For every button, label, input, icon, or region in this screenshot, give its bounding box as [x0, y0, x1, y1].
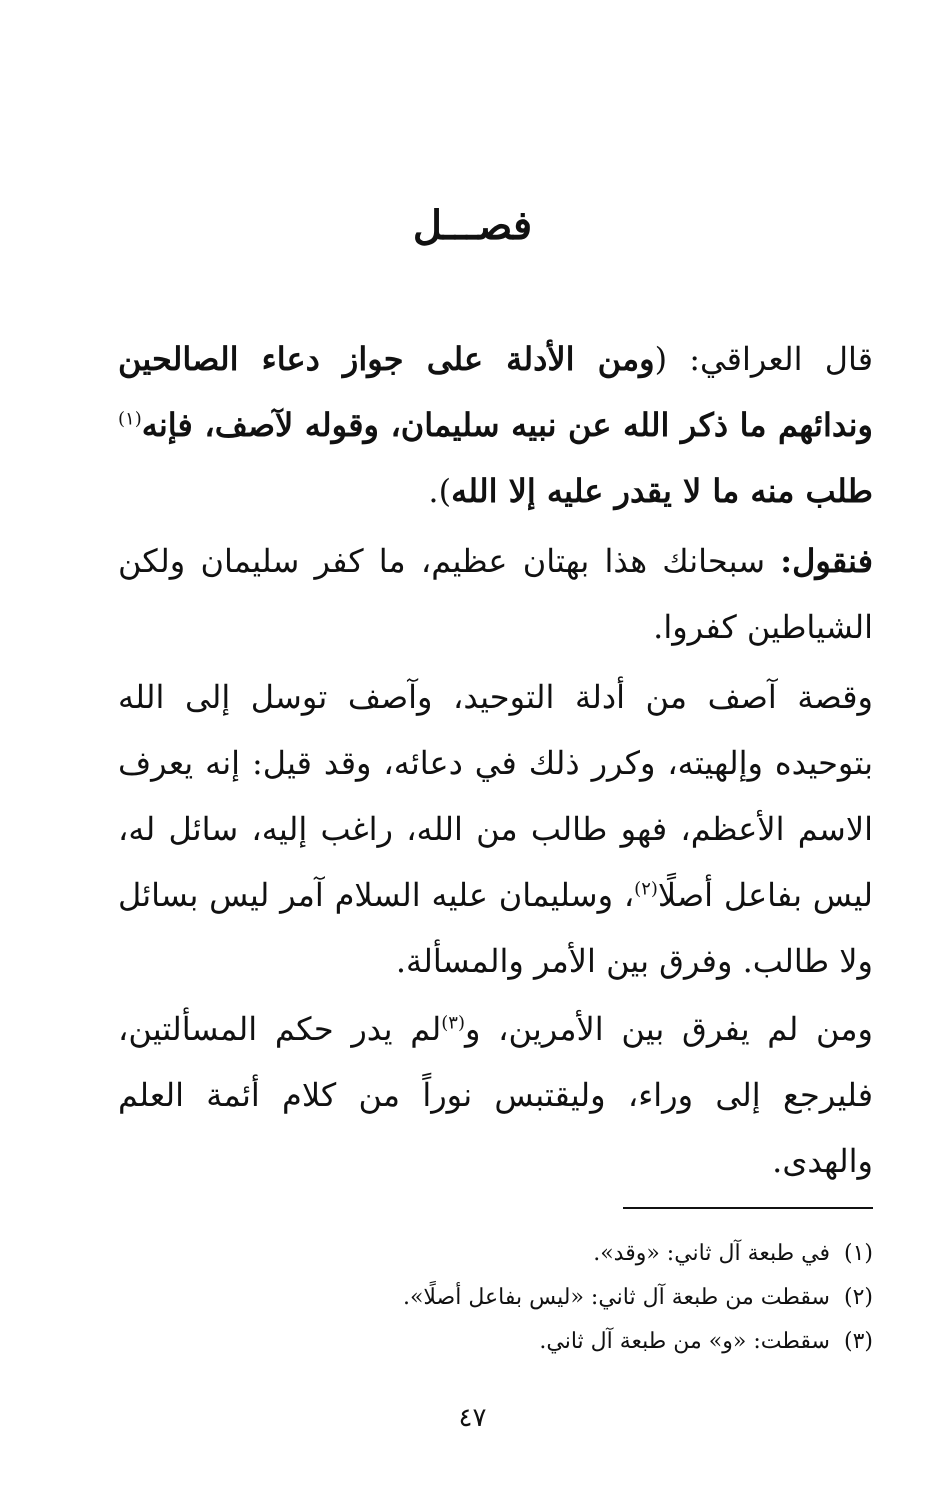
quote-bold-part-1: ومن الأدلة على جواز دعاء الصالحين وندائهم ما ذكر الله عن نبيه سليمان، وقوله لآصف، فإنه	[118, 340, 874, 444]
asaf-text-part-1: وقصة آصف من أدلة التوحيد، وآصف توسل إلى الله بتوحيده وإلهيته، وكرر ذلك في دعائه، وقد قيل: إنه يعرف الاسم الأعظم، فهو طالب من الله، راغب إليه، سائل له، ليس بفاعل أصلًا	[118, 678, 873, 914]
footnote-text: سقطت من طبعة آل ثاني: «ليس بفاعل أصلًا».	[402, 1285, 830, 1310]
footnote-ref-3[interactable]: (٣)	[441, 1012, 465, 1034]
asaf-text-part-2: ، وسليمان عليه السلام آمر ليس بسائل ولا طالب. وفرق بين الأمر والمسألة.	[118, 876, 873, 980]
quote-intro: قال العراقي: (	[654, 340, 874, 378]
conclusion-text-part-2: لم يدر حكم المسألتين، فليرجع إلى وراء، وليقتبس نوراً من كلام أئمة العلم والهدى.	[118, 1010, 873, 1180]
footnote-ref-2[interactable]: (٢)	[634, 878, 658, 900]
quote-close: ).	[428, 472, 452, 510]
footnote-ref-1[interactable]: (١)	[118, 408, 142, 430]
paragraph-asaf-story	[118, 664, 873, 994]
paragraph-conclusion	[118, 996, 873, 1194]
footnote-number: (٣)	[843, 1329, 873, 1354]
page-number: ٤٧	[458, 1403, 487, 1433]
footnotes	[113, 1232, 873, 1364]
footnote-3	[113, 1320, 873, 1364]
paragraph-response	[118, 528, 873, 660]
quote-bold-part-2: طلب منه ما لا يقدر عليه إلا الله	[451, 472, 873, 510]
footnote-1	[113, 1232, 873, 1276]
conclusion-text-part-1: ومن لم يفرق بين الأمرين، و	[465, 1010, 874, 1048]
footnote-text: سقطت: «و» من طبعة آل ثاني.	[539, 1329, 830, 1354]
footnote-2	[113, 1276, 873, 1320]
response-text: سبحانك هذا بهتان عظيم، ما كفر سليمان ولكن الشياطين كفروا.	[118, 542, 873, 646]
footnote-text: في طبعة آل ثاني: «وقد».	[593, 1241, 830, 1266]
section-title: فصـــل	[412, 202, 533, 249]
response-lead: فنقول:	[780, 542, 873, 580]
footnote-number: (١)	[843, 1241, 873, 1266]
footnote-number: (٢)	[843, 1285, 873, 1310]
paragraph-iraqi-quote	[118, 326, 873, 524]
footnote-divider	[623, 1207, 873, 1209]
